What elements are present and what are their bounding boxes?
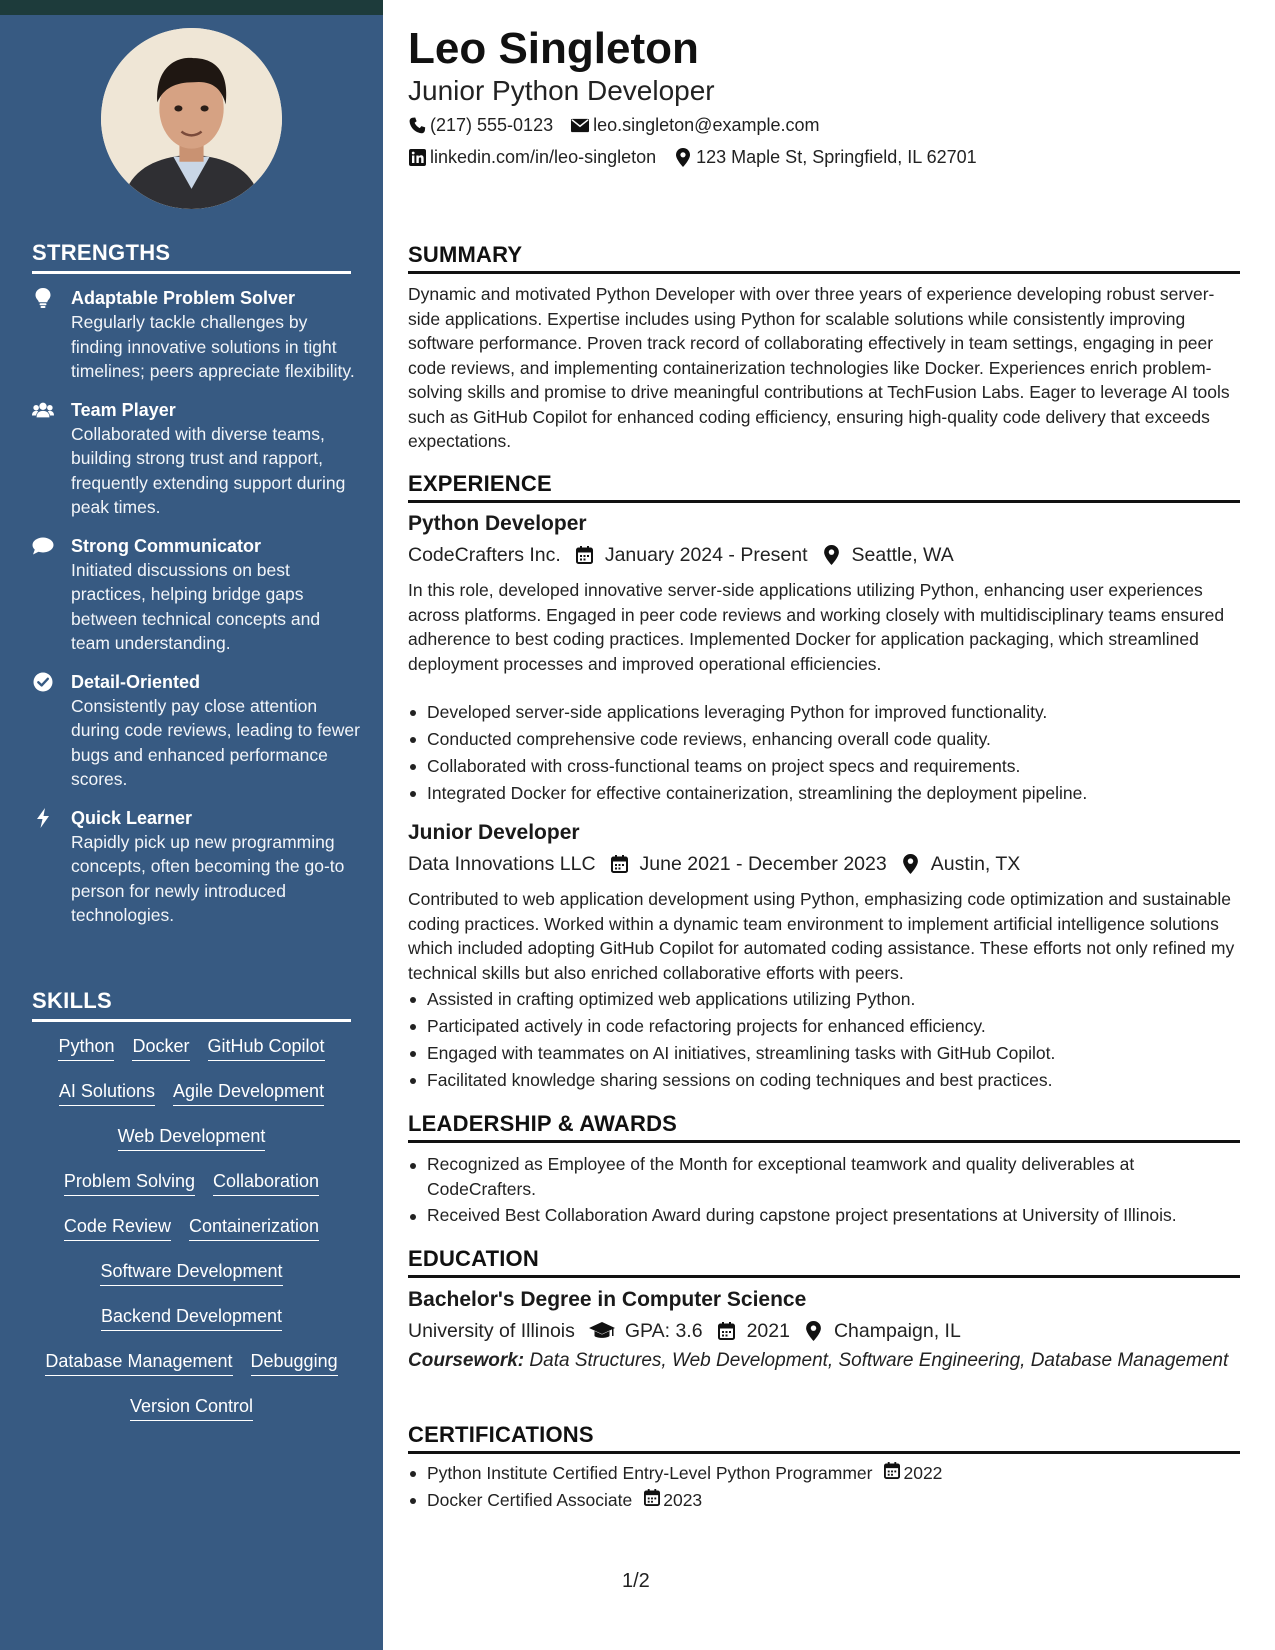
graduation-year: 2021 bbox=[746, 1320, 790, 1342]
email-contact[interactable] bbox=[571, 113, 819, 137]
skills-row bbox=[30, 1169, 353, 1214]
skills-row bbox=[30, 1259, 353, 1304]
skill-tag: Collaboration bbox=[213, 1169, 319, 1196]
school-name: University of Illinois bbox=[408, 1320, 575, 1342]
job-description: In this role, developed innovative server-side applications utilizing Python, enhancing user experiences across platforms. Engaged in peer code reviews and working closely with multidisciplinary teams ensured adherence to best coding practices. Implemented Docker for application packaging, which streamlined deployment processes and improved operational efficiencies. bbox=[408, 580, 1225, 674]
skill-tag: Code Review bbox=[64, 1214, 171, 1241]
certification-year-group bbox=[644, 1487, 702, 1514]
skill-tag: Version Control bbox=[130, 1394, 253, 1421]
leadership-bullets bbox=[408, 1152, 1240, 1230]
candidate-role: Junior Python Developer bbox=[408, 75, 715, 106]
job-title: Junior Developer bbox=[408, 821, 580, 844]
skill-tag: Database Management bbox=[45, 1349, 232, 1376]
job-bullets bbox=[408, 699, 1240, 807]
summary-title: SUMMARY bbox=[408, 242, 1240, 274]
calendar-icon bbox=[610, 854, 630, 874]
calendar-icon bbox=[884, 1460, 900, 1487]
strengths-list bbox=[32, 286, 362, 942]
education-meta bbox=[408, 1318, 961, 1344]
phone-icon bbox=[408, 116, 426, 134]
job-meta bbox=[408, 851, 1020, 877]
skill-tag: Software Development bbox=[100, 1259, 282, 1286]
list-item: Developed server-side applications leveraging Python for improved functionality. bbox=[408, 699, 1240, 726]
list-item: Facilitated knowledge sharing sessions on coding techniques and best practices. bbox=[408, 1067, 1240, 1094]
lightning-bolt-icon bbox=[32, 807, 54, 829]
list-item: Engaged with teammates on AI initiatives, streamlining tasks with GitHub Copilot. bbox=[408, 1040, 1240, 1067]
certification-year: 2023 bbox=[663, 1490, 703, 1510]
certification-name: Python Institute Certified Entry-Level Python Programmer bbox=[427, 1463, 873, 1483]
skill-tag: Debugging bbox=[251, 1349, 338, 1376]
skill-tag: Docker bbox=[132, 1034, 189, 1061]
list-item: Collaborated with cross-functional teams on project specs and requirements. bbox=[408, 753, 1240, 780]
strength-description: Regularly tackle challenges by finding innovative solutions in tight timelines; peers appreciate flexibility. bbox=[71, 312, 355, 381]
certification-year-group bbox=[884, 1460, 942, 1487]
skill-tag: Web Development bbox=[118, 1124, 266, 1151]
contact-row bbox=[408, 113, 819, 137]
job-location: Austin, TX bbox=[930, 853, 1021, 875]
strength-title: Adaptable Problem Solver bbox=[71, 288, 296, 308]
job-description: Contributed to web application development using Python, emphasizing code optimization and sustainable coding practices. Worked within a dynamic team environment to implement artificial intelligence solutions which included adopting GitHub Copilot for automated coding assistance. These efforts not only refined my technical skills but also enriched collaborative efforts with peers. bbox=[408, 889, 1235, 983]
school-location: Champaign, IL bbox=[833, 1320, 961, 1342]
skills-row bbox=[30, 1079, 353, 1124]
skill-tag: Containerization bbox=[189, 1214, 319, 1241]
candidate-name: Leo Singleton bbox=[408, 24, 699, 73]
certifications-title: CERTIFICATIONS bbox=[408, 1422, 1240, 1454]
leadership-title: LEADERSHIP & AWARDS bbox=[408, 1111, 1240, 1143]
skill-tag: AI Solutions bbox=[59, 1079, 155, 1106]
job-bullets bbox=[408, 986, 1240, 1094]
strength-description: Consistently pay close attention during code reviews, leading to fewer bugs and enhanced performance scores. bbox=[71, 695, 360, 789]
map-pin-icon bbox=[822, 545, 842, 565]
strength-item bbox=[32, 670, 362, 792]
certification-item bbox=[427, 1460, 1240, 1487]
certifications-list bbox=[408, 1460, 1240, 1514]
linkedin-contact[interactable] bbox=[408, 145, 656, 169]
list-item: Received Best Collaboration Award during capstone project presentations at University of Illinois. bbox=[408, 1203, 1240, 1228]
email-link[interactable]: leo.singleton@example.com bbox=[593, 115, 820, 135]
skill-tag: GitHub Copilot bbox=[208, 1034, 325, 1061]
map-pin-icon bbox=[674, 148, 692, 166]
company-name: Data Innovations LLC bbox=[408, 853, 596, 875]
calendar-icon bbox=[644, 1487, 660, 1514]
coursework-list: Data Structures, Web Development, Software Engineering, Database Management bbox=[529, 1350, 1229, 1371]
skill-tag: Problem Solving bbox=[64, 1169, 195, 1196]
linkedin-icon bbox=[408, 148, 426, 166]
job-dates: June 2021 - December 2023 bbox=[639, 853, 887, 875]
calendar-icon bbox=[717, 1321, 737, 1341]
skills-row bbox=[30, 1304, 353, 1349]
map-pin-icon bbox=[901, 854, 921, 874]
strength-item bbox=[32, 398, 362, 520]
users-icon bbox=[32, 399, 54, 421]
certification-item bbox=[427, 1487, 1240, 1514]
check-circle-icon bbox=[32, 671, 54, 693]
coursework-label: Coursework: bbox=[408, 1350, 525, 1371]
sidebar-top-bar bbox=[0, 0, 383, 15]
strength-title: Quick Learner bbox=[71, 807, 193, 828]
page-number: 1/2 bbox=[622, 1570, 650, 1592]
skills-list bbox=[30, 1034, 353, 1439]
map-pin-icon bbox=[804, 1321, 824, 1341]
experience-title: EXPERIENCE bbox=[408, 471, 1240, 503]
phone-contact bbox=[408, 113, 553, 137]
strength-title: Detail-Oriented bbox=[71, 671, 201, 692]
strength-title: Strong Communicator bbox=[71, 535, 262, 556]
strength-description: Rapidly pick up new programming concepts, often becoming the go-to person for newly introduced technologies. bbox=[71, 831, 345, 925]
summary-text: Dynamic and motivated Python Developer with over three years of experience developing robust server-side applications. Expertise includes using Python for scalable solutions while consistently improving software performance. Proven track record of collaborating effectively in team settings, engaging in peer code reviews, and implementing containerization technologies like Docker. Experiences enrich problem-solving skills and promise to drive meaningful contributions at TechFusion Labs. Eager to leverage AI tools such as GitHub Copilot for enhanced coding efficiency, ensuring high-quality code delivery that exceeds expectations. bbox=[408, 284, 1230, 451]
graduation-cap-icon bbox=[589, 1321, 615, 1341]
phone-text: (217) 555-0123 bbox=[430, 115, 554, 135]
list-item: Integrated Docker for effective containerization, streamlining the deployment pipeline. bbox=[408, 780, 1240, 807]
strength-title: Team Player bbox=[71, 399, 176, 420]
list-item bbox=[408, 1487, 1240, 1514]
skill-tag: Python bbox=[58, 1034, 114, 1061]
job-dates: January 2024 - Present bbox=[604, 544, 808, 566]
strength-item bbox=[32, 806, 362, 928]
list-item: Participated actively in code refactoring projects for enhanced efficiency. bbox=[408, 1013, 1240, 1040]
skills-row bbox=[30, 1394, 353, 1439]
coursework bbox=[408, 1349, 1240, 1374]
sidebar bbox=[0, 0, 383, 1650]
calendar-icon bbox=[575, 545, 595, 565]
skills-row bbox=[30, 1124, 353, 1169]
contact-row bbox=[408, 145, 977, 169]
lightbulb-icon bbox=[32, 287, 54, 309]
speech-bubble-icon bbox=[32, 535, 54, 557]
list-item: Assisted in crafting optimized web applications utilizing Python. bbox=[408, 986, 1240, 1013]
skills-title: SKILLS bbox=[32, 988, 351, 1022]
address-contact bbox=[674, 145, 977, 169]
skills-row bbox=[30, 1214, 353, 1259]
skills-row bbox=[30, 1349, 353, 1394]
certification-year: 2022 bbox=[903, 1463, 943, 1483]
list-item bbox=[408, 1460, 1240, 1487]
strength-description: Initiated discussions on best practices, helping bridge gaps between technical concepts and team understanding. bbox=[71, 559, 321, 653]
education-title: EDUCATION bbox=[408, 1246, 1240, 1278]
list-item: Conducted comprehensive code reviews, enhancing overall code quality. bbox=[408, 726, 1240, 753]
job-meta bbox=[408, 542, 954, 568]
list-item: Recognized as Employee of the Month for exceptional teamwork and quality deliverables at CodeCrafters. bbox=[408, 1152, 1240, 1201]
strengths-title: STRENGTHS bbox=[32, 240, 351, 274]
address-text: 123 Maple St, Springfield, IL 62701 bbox=[696, 147, 977, 167]
envelope-icon bbox=[571, 116, 589, 134]
linkedin-link[interactable]: linkedin.com/in/leo-singleton bbox=[430, 147, 657, 167]
gpa: GPA: 3.6 bbox=[624, 1320, 703, 1342]
strength-item bbox=[32, 534, 362, 656]
strength-item bbox=[32, 286, 362, 384]
skills-row bbox=[30, 1034, 353, 1079]
job-title: Python Developer bbox=[408, 512, 587, 535]
degree-title: Bachelor's Degree in Computer Science bbox=[408, 1288, 807, 1311]
avatar bbox=[101, 28, 282, 209]
certification-name: Docker Certified Associate bbox=[427, 1490, 633, 1510]
job-location: Seattle, WA bbox=[851, 544, 954, 566]
strength-description: Collaborated with diverse teams, building strong trust and rapport, frequently extending support during peak times. bbox=[71, 423, 346, 517]
skill-tag: Backend Development bbox=[101, 1304, 282, 1331]
skill-tag: Agile Development bbox=[173, 1079, 324, 1106]
avatar-photo bbox=[101, 28, 282, 209]
company-name: CodeCrafters Inc. bbox=[408, 544, 561, 566]
